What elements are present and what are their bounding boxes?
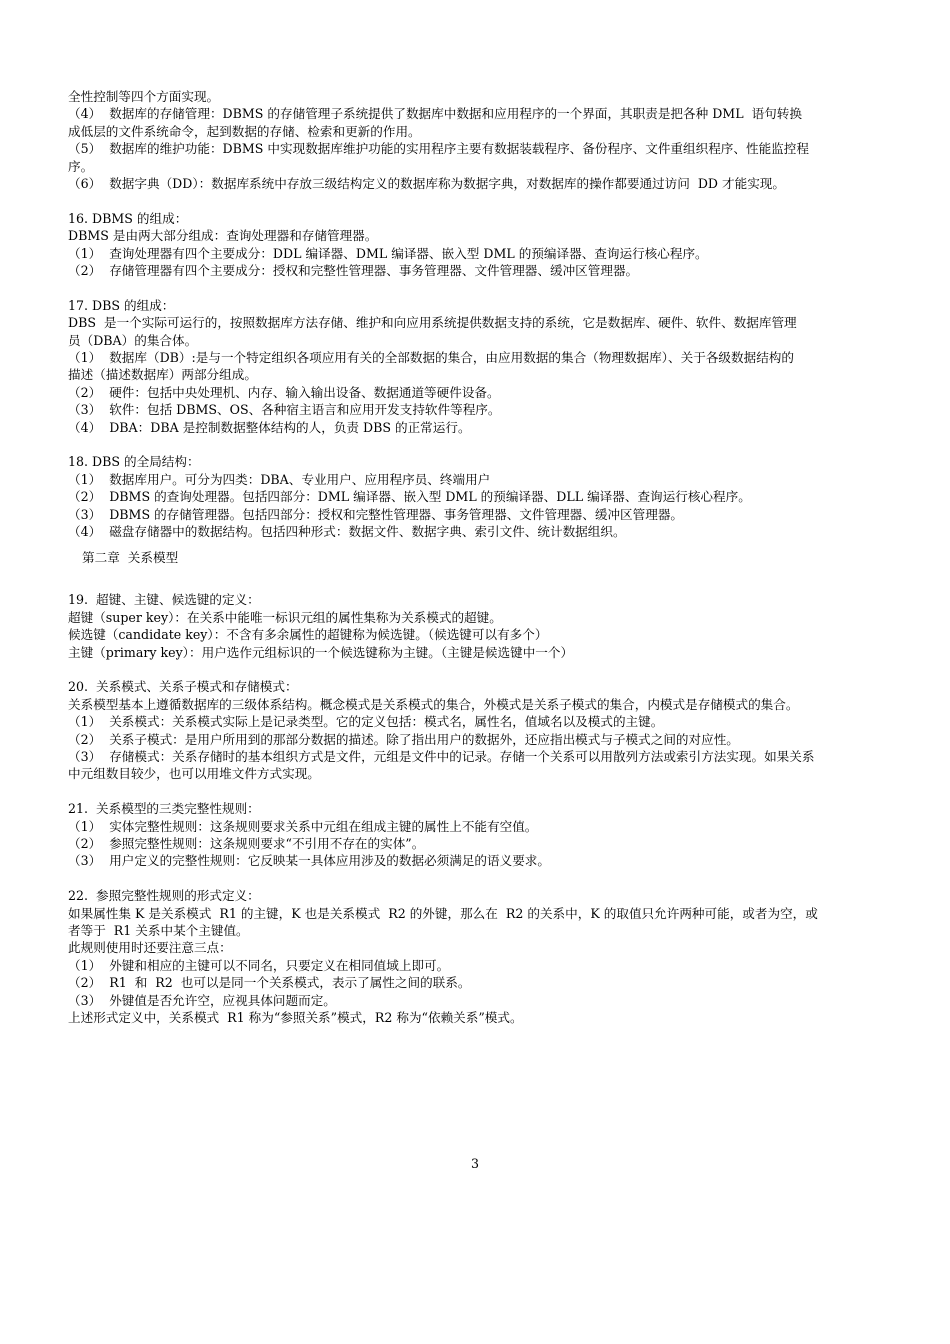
paragraph-spacer (68, 574, 904, 591)
text-line: 候选键（candidate key）：不含有多余属性的超键称为候选键。（候选键可以有多个） (68, 627, 548, 643)
text-line: （2） R1 和 R2 也可以是同一个关系模式，表示了属性之间的联系。 (68, 975, 471, 991)
text-line: （3） 用户定义的完整性规则：它反映某一具体应用涉及的数据必须满足的语义要求。 (68, 853, 550, 869)
text-line: 关系模型基本上遵循数据库的三级体系结构。概念模式是关系模式的集合，外模式是关系子模式的集合，内模式是存储模式的集合。 (68, 696, 799, 712)
text-line: DBS 是一个实际可运行的，按照数据库方法存储、维护和向应用系统提供数据支持的系统，它是数据库、硬件、软件、数据库管理 (68, 315, 797, 331)
text-line: （4） 数据库的存储管理：DBMS 的存储管理子系统提供了数据库中数据和应用程序的一个界面，其职责是把各种 DML 语句转换 (68, 106, 802, 122)
text-line: （5） 数据库的维护功能：DBMS 中实现数据库维护功能的实用程序主要有数据装载程序、备份程序、文件重组织程序、性能监控程 (68, 141, 809, 157)
text-line: （4） 磁盘存储器中的数据结构。包括四种形式：数据文件、数据字典、索引文件、统计数据组织。 (68, 524, 626, 540)
text-line: （2） DBMS 的查询处理器。包括四部分：DML 编译器、嵌入型 DML 的预编译器、DLL 编译器、查询运行核心程序。 (68, 489, 751, 505)
text-line: 全性控制等四个方面实现。 (68, 89, 220, 104)
text-line: 者等于 R1 关系中某个主键值。 (68, 922, 249, 938)
text-line: 主键（primary key）：用户选作元组标识的一个候选键称为主键。（主键是候选键中一个） (68, 644, 574, 660)
text-line: （2） 关系子模式：是用户所用到的那部分数据的描述。除了指出用户的数据外，还应指出模式与子模式之间的对应性。 (68, 731, 739, 747)
text-line: 序。 (68, 158, 94, 174)
text-line: 上述形式定义中，关系模式 R1 称为“参照关系”模式，R2 称为“依赖关系”模式。 (68, 1010, 523, 1026)
text-line: 超键（super key）：在关系中能唯一标识元组的属性集称为关系模式的超键。 (68, 609, 502, 625)
text-line: （1） 查询处理器有四个主要成分：DDL 编译器、DML 编译器、嵌入型 DML 的预编译器、查询运行核心程序。 (68, 245, 708, 261)
chapter-heading: 第二章 关系模型 (82, 549, 179, 565)
text-line: （1） 外键和相应的主键可以不同名，只要定义在相同值域上即可。 (68, 957, 450, 973)
text-line: 21. 关系模型的三类完整性规则： (68, 801, 260, 817)
paragraph-spacer (68, 783, 904, 800)
text-line: （3） DBMS 的存储管理器。包括四部分：授权和完整性管理器、事务管理器、文件管理器、缓冲区管理器。 (68, 506, 684, 522)
text-line: 中元组数目较少，也可以用堆文件方式实现。 (68, 766, 320, 782)
paragraph-spacer (68, 192, 904, 209)
text-line: （2） 存储管理器有四个主要成分：授权和完整性管理器、事务管理器、文件管理器、缓冲区管理器。 (68, 263, 639, 279)
text-line: （1） 数据库用户。可分为四类：DBA、专业用户、应用程序员、终端用户 (68, 471, 491, 487)
text-line: （3） 软件：包括 DBMS、OS、各种宿主语言和应用开发支持软件等程序。 (68, 402, 501, 418)
text-line: 18. DBS 的全局结构： (68, 454, 200, 470)
paragraph-spacer (68, 566, 904, 574)
text-line: （1） 实体完整性规则：这条规则要求关系中元组在组成主键的属性上不能有空值。 (68, 818, 538, 834)
text-line: 员（DBA）的集合体。 (68, 332, 198, 348)
text-line: （3） 存储模式：关系存储时的基本组织方式是文件，元组是文件中的记录。存储一个关系可以用散列方法或索引方法实现。如果关系 (68, 748, 815, 764)
document-body (68, 88, 904, 1026)
paragraph-spacer (68, 541, 904, 549)
paragraph-spacer (68, 870, 904, 887)
text-line: （3） 外键值是否允许空，应视具体问题而定。 (68, 992, 336, 1008)
text-line: （1） 数据库（DB）:是与一个特定组织各项应用有关的全部数据的集合，由应用数据的集合（物理数据库）、关于各级数据结构的 (68, 350, 794, 366)
text-line: 描述（描述数据库）两部分组成。 (68, 367, 257, 383)
text-line: （2） 参照完整性规则：这条规则要求“不引用不存在的实体”。 (68, 835, 425, 851)
text-line: 17. DBS 的组成： (68, 297, 175, 313)
text-line: （4） DBA：DBA 是控制数据整体结构的人，负责 DBS 的正常运行。 (68, 419, 471, 435)
text-line: 如果属性集 K 是关系模式 R1 的主键，K 也是关系模式 R2 的外键，那么在 R2 的关系中，K 的取值只允许两种可能，或者为空，或 (68, 905, 818, 921)
text-line: 22. 参照完整性规则的形式定义： (68, 888, 260, 904)
paragraph-spacer (68, 436, 904, 453)
text-line: 19. 超键、主键、候选键的定义： (68, 592, 260, 608)
text-line: （1） 关系模式：关系模式实际上是记录类型。它的定义包括：模式名，属性名，值域名以及模式的主键。 (68, 714, 664, 730)
text-line: DBMS 是由两大部分组成：查询处理器和存储管理器。 (68, 228, 378, 244)
page-number: 3 (470, 1156, 479, 1171)
text-line: 此规则使用时还要注意三点： (68, 940, 232, 956)
text-line: （6） 数据字典（DD）：数据库系统中存放三级结构定义的数据库称为数据字典，对数据库的操作都要通过访问 DD 才能实现。 (68, 176, 785, 192)
text-line: （2） 硬件：包括中央处理机、内存、输入输出设备、数据通道等硬件设备。 (68, 384, 500, 400)
text-line: 16. DBMS 的组成： (68, 210, 188, 226)
text-line: 20. 关系模式、关系子模式和存储模式： (68, 679, 298, 695)
text-line: 成低层的文件系统命令，起到数据的存储、检索和更新的作用。 (68, 123, 421, 139)
paragraph-spacer (68, 279, 904, 296)
paragraph-spacer (68, 661, 904, 678)
